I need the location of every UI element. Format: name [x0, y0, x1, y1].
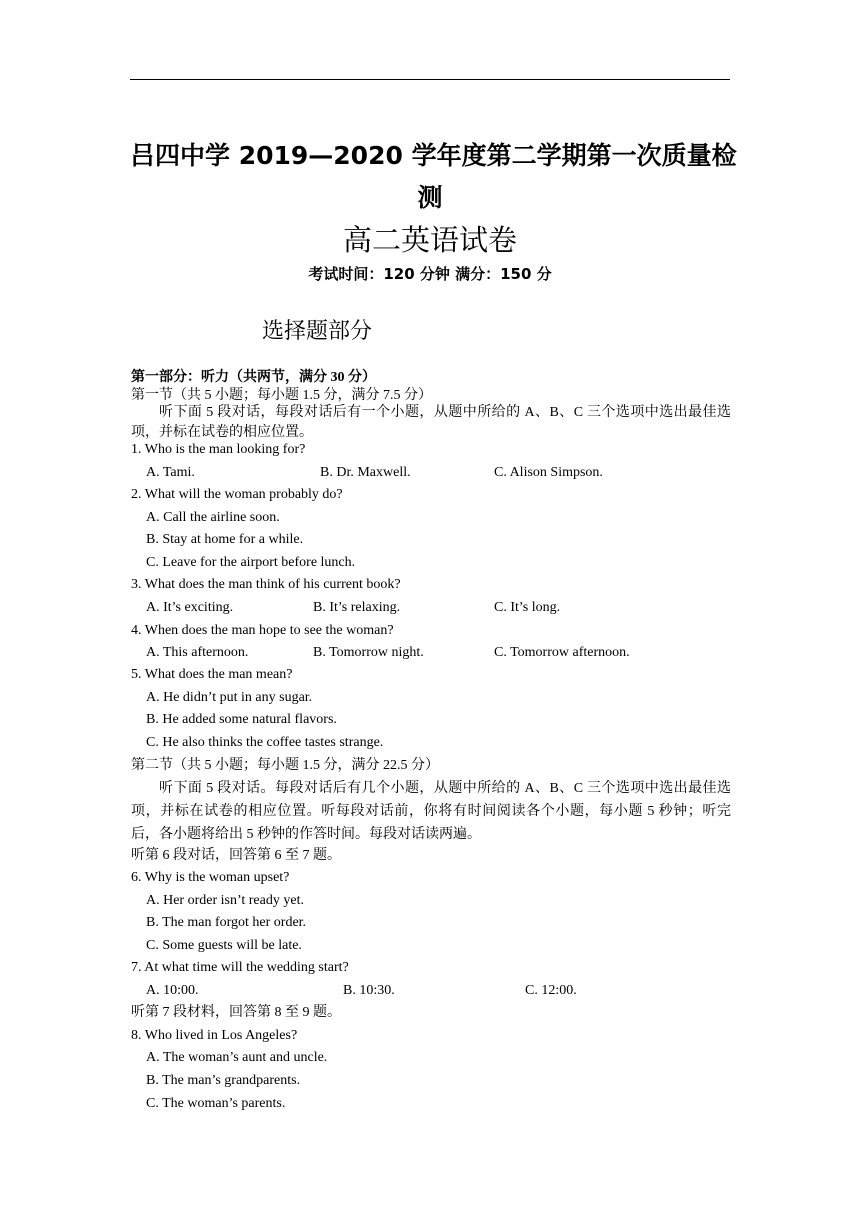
question-5: 5. What does the man mean? [131, 667, 293, 682]
sec2-heading: 第二节（共 5 小题；每小题 1.5 分，满分 22.5 分） [131, 758, 439, 773]
q8-option-b: B. The man’s grandparents. [146, 1073, 301, 1088]
q3-option-a: A. It’s exciting. [146, 600, 234, 615]
q5-option-c: C. He also thinks the coffee tastes strange. [146, 735, 384, 750]
q1-option-a: A. Tami. [146, 465, 195, 480]
question-7: 7. At what time will the wedding start? [131, 960, 349, 975]
question-4: 4. When does the man hope to see the woman? [131, 623, 394, 638]
material7-note: 听第 7 段材料，回答第 8 至 9 题。 [131, 1005, 341, 1020]
q2-option-a: A. Call the airline soon. [146, 510, 280, 525]
part1-heading: 第一部分：听力（共两节，满分 30 分） [131, 370, 376, 385]
q3-option-b: B. It’s relaxing. [313, 600, 401, 615]
header-rule [130, 79, 730, 80]
sec2-instructions: 听下面 5 段对话。每段对话后有几个小题，从题中所给的 A、B、C 三个选项中选出最佳选项，并标在试卷的相应位置。听每段对话前，你将有时间阅读各个小题，每小题 5 秒钟；听完后，各小题将给出 5 秒钟的作答时间。每段对话读两遍。 [131, 781, 731, 842]
q4-option-c: C. Tomorrow afternoon. [494, 645, 630, 660]
q5-option-a: A. He didn’t put in any sugar. [146, 690, 313, 705]
q2-option-b: B. Stay at home for a while. [146, 532, 304, 547]
q8-option-a: A. The woman’s aunt and uncle. [146, 1050, 328, 1065]
sec1-heading: 第一节（共 5 小题；每小题 1.5 分，满分 7.5 分） [131, 388, 432, 403]
subject-title: 高二英语试卷 [342, 223, 517, 257]
question-3: 3. What does the man think of his current book? [131, 577, 401, 592]
q7-option-c: C. 12:00. [525, 983, 577, 998]
q7-option-b: B. 10:30. [343, 983, 395, 998]
section-title: 选择题部分 [262, 319, 373, 344]
q3-option-c: C. It’s long. [494, 600, 561, 615]
exam-title-line2: 测 [417, 183, 443, 212]
q4-option-b: B. Tomorrow night. [313, 645, 424, 660]
q2-option-c: C. Leave for the airport before lunch. [146, 555, 356, 570]
sec1-instructions: 听下面 5 段对话，每段对话后有一个小题，从题中所给的 A、B、C 三个选项中选出最佳选项，并标在试卷的相应位置。 [131, 405, 731, 440]
exam-title-line1: 吕四中学 2019—2020 学年度第二学期第一次质量检 [130, 141, 737, 170]
q5-option-b: B. He added some natural flavors. [146, 712, 337, 727]
question-2: 2. What will the woman probably do? [131, 487, 343, 502]
q7-option-a: A. 10:00. [146, 983, 199, 998]
exam-info: 考试时间：120 分钟 满分：150 分 [308, 265, 552, 283]
q1-option-c: C. Alison Simpson. [494, 465, 603, 480]
question-8: 8. Who lived in Los Angeles? [131, 1028, 298, 1043]
q6-option-a: A. Her order isn’t ready yet. [146, 893, 304, 908]
q1-option-b: B. Dr. Maxwell. [320, 465, 411, 480]
q6-option-c: C. Some guests will be late. [146, 938, 302, 953]
question-1: 1. Who is the man looking for? [131, 442, 306, 457]
q8-option-c: C. The woman’s parents. [146, 1096, 286, 1111]
q6-option-b: B. The man forgot her order. [146, 915, 307, 930]
q4-option-a: A. This afternoon. [146, 645, 249, 660]
dialog6-note: 听第 6 段对话，回答第 6 至 7 题。 [131, 848, 341, 863]
question-6: 6. Why is the woman upset? [131, 870, 290, 885]
